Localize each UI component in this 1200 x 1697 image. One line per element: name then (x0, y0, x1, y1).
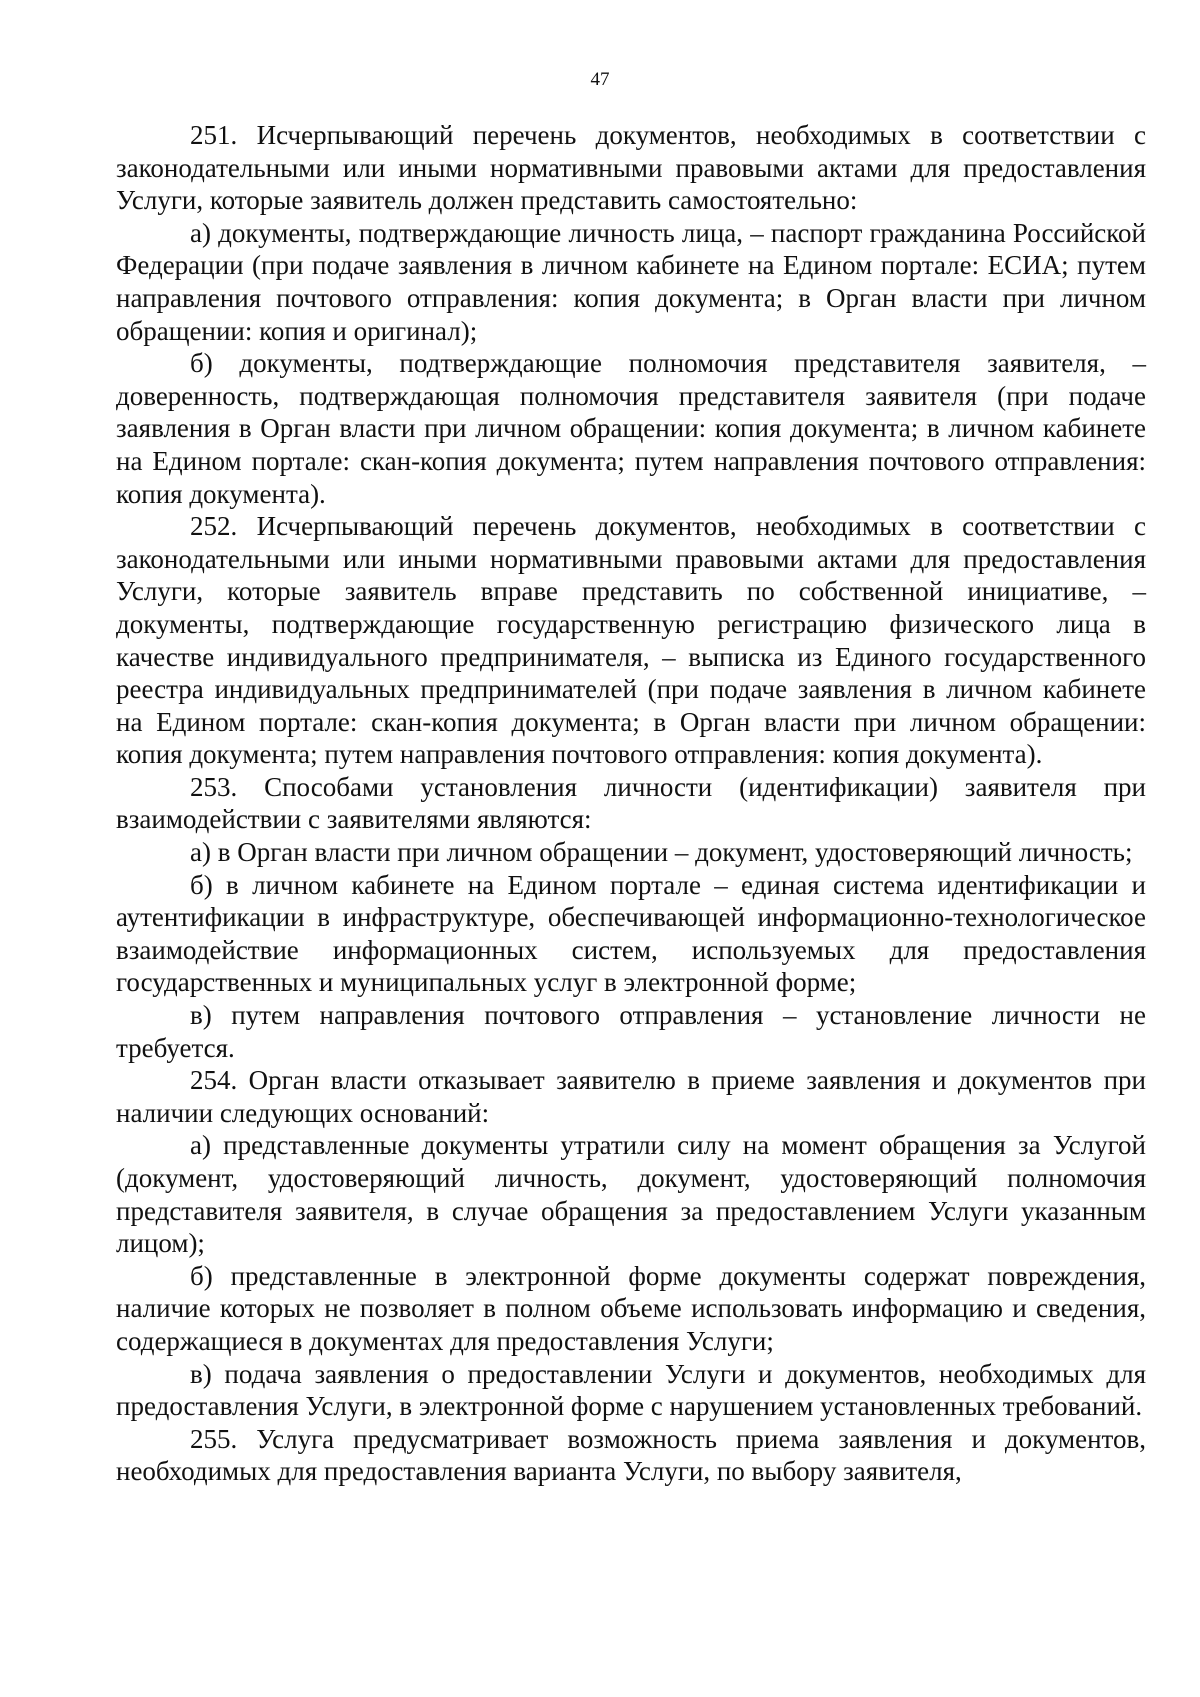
paragraph-254: 254. Орган власти отказывает заявителю в приеме заявления и документов при наличии следующих оснований: (116, 1065, 1146, 1128)
paragraph-255: 255. Услуга предусматривает возможность приема заявления и документов, необходимых для предоставления варианта Услуги, по выбору заявителя, (116, 1423, 1146, 1487)
paragraph-253-b: б) в личном кабинете на Едином портале – единая система идентификации и аутентификации в инфраструктуре, обеспечивающей информационно-технологическое взаимодействие информационных систем, используемых для предоставления государственных и муниципальных услуг в электронной форме; (116, 869, 1146, 998)
paragraph-253-a: а) в Орган власти при личном обращении – документ, удостоверяющий личность; (190, 837, 1133, 868)
paragraph-253-v: в) путем направления почтового отправления – установление личности не требуется. (116, 1000, 1146, 1063)
paragraph-252: 252. Исчерпывающий перечень документов, необходимых в соответствии с законодательными или иными нормативными правовыми актами для предоставления Услуги, которые заявитель вправе представить по собственной инициативе, – документы, подтверждающие государственную регистрацию физического лица в качестве индивидуального предпринимателя, – выписка из Единого государственного реестра индивидуальных предпринимателей (при подаче заявления в личном кабинете на Едином портале: скан-копия документа; в Орган власти при личном обращении: копия документа; путем направления почтового отправления: копия документа). (116, 511, 1146, 770)
document-body (116, 119, 1146, 1488)
paragraph-254-a: а) представленные документы утратили силу на момент обращения за Услугой (документ, удостоверяющий личность, документ, удостоверяющий полномочия представителя заявителя, в случае обращения за предоставлением Услуги указанным лицом); (116, 1130, 1146, 1259)
paragraph-253: 253. Способами установления личности (идентификации) заявителя при взаимодействии с заявителями являются: (116, 771, 1146, 835)
paragraph-254-v: в) подача заявления о предоставлении Услуги и документов, необходимых для предоставления Услуги, в электронной форме с нарушением установленных требований. (116, 1358, 1146, 1422)
paragraph-254-b: б) представленные в электронной форме документы содержат повреждения, наличие которых не позволяет в полном объеме использовать информацию и сведения, содержащиеся в документах для предоставления Услуги; (116, 1260, 1146, 1356)
paragraph-251-b: б) документы, подтверждающие полномочия представителя заявителя, – доверенность, подтверждающая полномочия представителя заявителя (при подаче заявления в Орган власти при личном обращении: копия документа; в личном кабинете на Едином портале: скан-копия документа; путем направления почтового отправления: копия документа). (116, 348, 1146, 509)
page-number: 47 (590, 69, 610, 90)
paragraph-251: 251. Исчерпывающий перечень документов, необходимых в соответствии с законодательными или иными нормативными правовыми актами для предоставления Услуги, которые заявитель должен представить самостоятельно: (116, 120, 1146, 216)
paragraph-251-a: а) документы, подтверждающие личность лица, – паспорт гражданина Российской Федерации (при подаче заявления в личном кабинете на Едином портале: ЕСИА; путем направления почтового отправления: копия документа; в Орган власти при личном обращении: копия и оригинал); (116, 217, 1146, 346)
